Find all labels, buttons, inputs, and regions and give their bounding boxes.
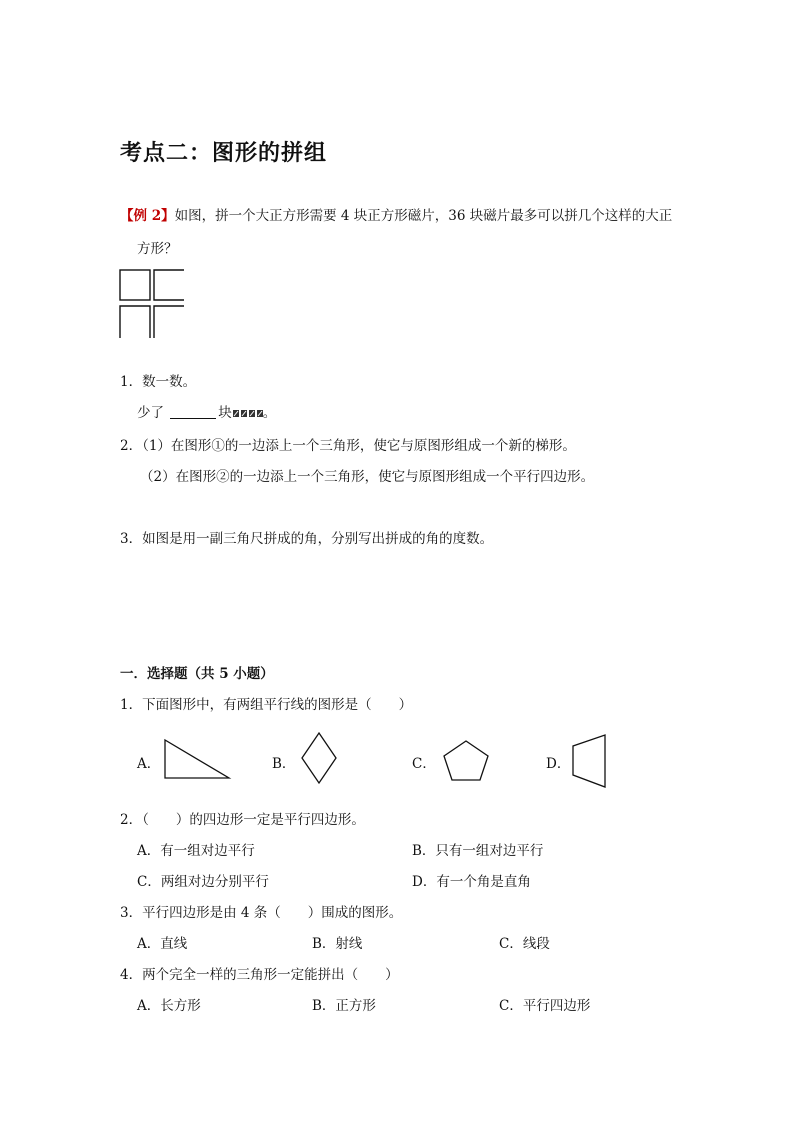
question-3-option-a[interactable]: A．直线: [137, 936, 188, 952]
question-4-option-c[interactable]: C．平行四边形: [499, 998, 591, 1014]
exercise-2-2: （2）在图形②的一边添上一个三角形，使它与原图形组成一个平行四边形。: [140, 469, 595, 485]
square-tiles-figure: [118, 268, 188, 340]
exercise-3: [120, 530, 493, 548]
exercise-2-1-text: （1）在图形①的一边添上一个三角形，使它与原图形组成一个新的梯形。: [142, 438, 576, 454]
question-4-option-a[interactable]: A．长方形: [137, 998, 201, 1014]
question-4-option-b[interactable]: B．正方形: [312, 998, 376, 1014]
right-triangle-icon: [162, 737, 232, 781]
question-1-option-d[interactable]: D．: [546, 756, 571, 772]
answer-suffix: 块: [218, 405, 232, 421]
answer-prefix: 少了: [137, 405, 164, 421]
question-3-option-c[interactable]: C．线段: [499, 936, 550, 952]
tile-top-left: [120, 270, 150, 300]
exercise-3-number: 3．: [120, 531, 143, 547]
question-3-stem: 3．平行四边形是由 4 条（ ）围成的图形。: [120, 905, 403, 921]
exercise-1: [120, 373, 196, 391]
tile-bottom-right: [154, 306, 184, 338]
choice-section-heading: 一．选择题（共 5 小题）: [120, 666, 274, 682]
question-2-stem: 2．（ ）的四边形一定是平行四边形。: [120, 812, 365, 828]
question-1-stem: 1．下面图形中，有两组平行线的图形是（ ）: [120, 697, 413, 713]
question-4-stem: 4．两个完全一样的三角形一定能拼出（ ）: [120, 967, 399, 983]
example-text-1: 如图，拼一个大正方形需要 4 块正方形磁片，36 块磁片最多可以拼几个这样的大正: [174, 208, 673, 224]
question-2-option-b[interactable]: B．只有一组对边平行: [412, 843, 544, 859]
exercise-1-text: 数一数。: [142, 374, 197, 390]
exercise-1-answer: 少了 块 。: [137, 405, 277, 421]
exercise-1-number: 1．: [120, 374, 143, 390]
tile-top-right: [154, 270, 184, 300]
small-tiles-icon: [233, 409, 263, 418]
example-tag: 【例 2】: [120, 208, 175, 224]
question-2-option-d[interactable]: D．有一个角是直角: [412, 874, 531, 890]
exercise-3-text: 如图是用一副三角尺拼成的角，分别写出拼成的角的度数。: [142, 531, 494, 547]
answer-blank[interactable]: [170, 404, 216, 419]
question-2-option-a[interactable]: A．有一组对边平行: [137, 843, 255, 859]
pentagon-icon: [441, 739, 491, 783]
rhombus-icon: [299, 731, 339, 785]
exercise-2-1: [120, 437, 576, 455]
question-1-option-c[interactable]: C．: [412, 756, 436, 772]
trapezoid-icon: [571, 733, 611, 789]
example-text-2: 方形？: [137, 241, 178, 257]
question-2-option-c[interactable]: C．两组对边分别平行: [137, 874, 269, 890]
question-1-option-a[interactable]: A．: [137, 756, 161, 772]
section-title: 考点二：图形的拼组: [120, 141, 328, 166]
exercise-2-number: 2．: [120, 438, 143, 454]
example-line-1: [120, 207, 672, 225]
question-1-option-b[interactable]: B．: [272, 756, 296, 772]
tile-bottom-left: [120, 306, 150, 338]
question-3-option-b[interactable]: B．射线: [312, 936, 363, 952]
